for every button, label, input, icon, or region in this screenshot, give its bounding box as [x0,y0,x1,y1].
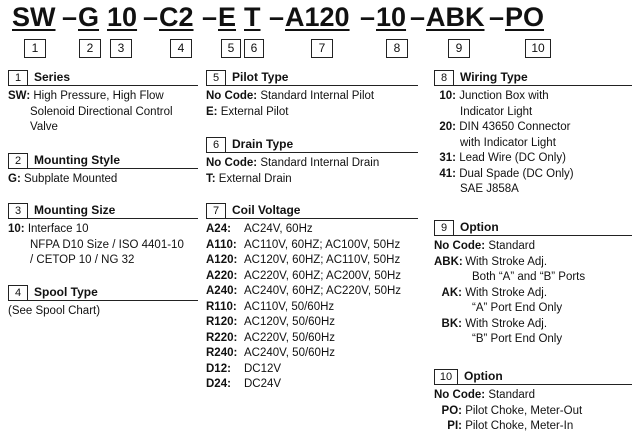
description-text: External Drain [218,172,292,185]
code-segment-pilot-type: E [218,2,237,32]
code-number-box: 5 [221,39,241,58]
code-dash: – [62,2,78,32]
code-number-box: 7 [311,39,333,58]
code-key: E: [206,105,218,118]
section-spool-type [8,285,198,320]
code-dash: – [269,2,285,32]
section-title: Drain Type [232,137,294,151]
description-text: AC120V, 50/60Hz [244,316,336,328]
section-number-box: 10 [434,369,458,385]
section-option-10 [434,369,632,435]
section-number-box: 7 [206,203,226,219]
description-text: With Stroke Adj. [465,286,548,299]
code-key: No Code: [434,389,486,401]
description-text: Pilot Choke, Meter-Out [465,404,583,417]
description-text: with Indicator Light [460,136,556,149]
description-text: Subplate Mounted [23,173,118,185]
description-text: DIN 43650 Connector [459,121,571,133]
description-text: Standard Internal Pilot [260,90,375,102]
section-mounting-style [8,153,198,188]
code-number-box: 10 [525,39,551,58]
description-text: AC110V, 50/60Hz [244,300,335,313]
code-key: T: [206,172,216,185]
section-coil-voltage [206,203,418,393]
section-number-box: 1 [8,70,28,86]
code-key: R240: [206,347,238,359]
divider [434,235,632,236]
code-segment-series: SW [12,2,56,32]
code-number-box: 3 [110,39,132,58]
code-key: BK: [441,317,462,330]
code-key: 41: [439,167,456,180]
code-key: 10: [439,90,456,102]
section-title: Series [34,70,71,84]
description-text: With Stroke Adj. [465,255,548,268]
code-key: SW: [8,90,31,102]
description-text: NFPA D10 Size / ISO 4401-10 [30,238,184,251]
section-pilot-type [206,70,418,120]
code-segment-mounting-size: 10 [107,2,138,32]
code-segment-wiring-type: 10 [376,2,407,32]
section-header [434,369,632,385]
description-text: AC240V, 60HZ; AC220V, 50Hz [244,285,402,297]
section-header [434,70,632,86]
description-text: AC120V, 60HZ; AC110V, 50Hz [244,254,401,266]
code-key: D24: [206,378,231,390]
section-drain-type [206,137,418,187]
code-number-box: 9 [448,39,470,58]
code-dash: – [360,2,376,32]
section-number-box: 6 [206,137,226,153]
description-text: AC24V, 60Hz [244,223,313,235]
divider [434,85,632,86]
section-header [206,70,418,86]
code-segment-option-10: PO [505,2,545,32]
divider [8,300,198,301]
description-text: AC110V, 60HZ; AC100V, 50Hz [244,238,401,251]
description-text: Standard [488,389,535,401]
section-number-box: 2 [8,153,28,169]
code-dash: – [410,2,426,32]
description-text: Both “A” and “B” Ports [472,271,586,283]
section-title: Wiring Type [460,70,528,84]
section-number-box: 5 [206,70,226,86]
code-number-box: 4 [170,39,192,58]
code-key: A220: [206,269,238,282]
section-number-box: 4 [8,285,28,301]
section-header [8,203,198,219]
description-text: AC220V, 50/60Hz [244,331,336,344]
description-text: “B” Port End Only [472,333,563,345]
code-key: R220: [206,331,238,344]
description-text: Dual Spade (DC Only) [459,167,574,180]
description-text: Junction Box with [459,90,549,102]
section-title: Mounting Style [34,153,120,167]
section-option-9 [434,220,632,348]
description-text: Valve [30,121,58,133]
code-number-box: 8 [386,39,408,58]
description-text: External Pilot [220,105,289,118]
code-key: 31: [439,152,456,164]
code-segment-drain-type: T [244,2,261,32]
description-text: With Stroke Adj. [465,317,548,330]
code-key: AK: [441,286,462,299]
divider [206,85,418,86]
code-dash: – [143,2,159,32]
description-text: AC220V, 60HZ; AC200V, 50Hz [244,269,402,282]
code-key: R120: [206,316,238,328]
section-header [434,220,632,236]
section-number-box: 8 [434,70,454,86]
section-header [206,137,418,153]
section-title: Spool Type [34,285,98,299]
code-key: PO: [441,404,462,417]
code-segment-option-9: ABK [426,2,485,32]
divider [434,384,632,385]
section-title: Mounting Size [34,203,116,217]
description-text: Solenoid Directional Control [30,105,173,118]
divider [8,168,198,169]
code-dash: – [489,2,505,32]
description-text: “A” Port End Only [472,302,563,314]
description-text: Interface 10 [27,223,89,235]
code-key: No Code: [206,157,258,169]
code-number-box: 1 [24,39,46,58]
section-series [8,70,198,136]
description-text: Indicator Light [460,105,533,118]
description-text: SAE J858A [460,183,519,195]
divider [206,218,418,219]
divider [206,152,418,153]
description-text: High Pressure, High Flow [33,90,164,102]
section-title: Pilot Type [232,70,289,84]
section-number-box: 9 [434,220,454,236]
divider [8,218,198,219]
code-key: A110: [206,238,237,251]
section-title: Option [460,220,499,234]
code-key: A120: [206,254,238,266]
description-text: DC12V [244,362,282,375]
code-key: A24: [206,223,231,235]
section-wiring-type [434,70,632,198]
description-text: Standard [488,240,535,252]
code-key: ABK: [434,255,463,268]
code-number-box: 6 [244,39,264,58]
section-title: Option [464,369,503,383]
code-dash: – [202,2,218,32]
code-key: A240: [206,285,238,297]
code-number-box: 2 [79,39,101,58]
code-key: 10: [8,223,25,235]
code-key: R110: [206,300,237,313]
section-mounting-size [8,203,198,269]
code-key: No Code: [206,90,258,102]
description-text: Standard Internal Drain [260,157,380,169]
divider [8,85,198,86]
code-segment-coil-voltage: A120 [285,2,350,32]
section-number-box: 3 [8,203,28,219]
description-text: DC24V [244,378,282,390]
code-segment-mounting-style: G [78,2,100,32]
description-text: AC240V, 50/60Hz [244,347,336,359]
section-header [8,153,198,169]
code-key: G: [8,173,21,185]
section-header [8,70,198,86]
description-text: Pilot Choke, Meter-In [465,420,574,432]
code-key: No Code: [434,240,486,252]
code-key: PI: [447,420,462,432]
section-title: Coil Voltage [232,203,301,217]
description-text: (See Spool Chart) [8,305,101,317]
description-text: Lead Wire (DC Only) [459,152,566,164]
section-header [8,285,198,301]
code-key: 20: [439,121,456,133]
code-segment-spool-type: C2 [159,2,194,32]
section-header [206,203,418,219]
code-key: D12: [206,362,231,375]
description-text: / CETOP 10 / NG 32 [30,254,135,266]
